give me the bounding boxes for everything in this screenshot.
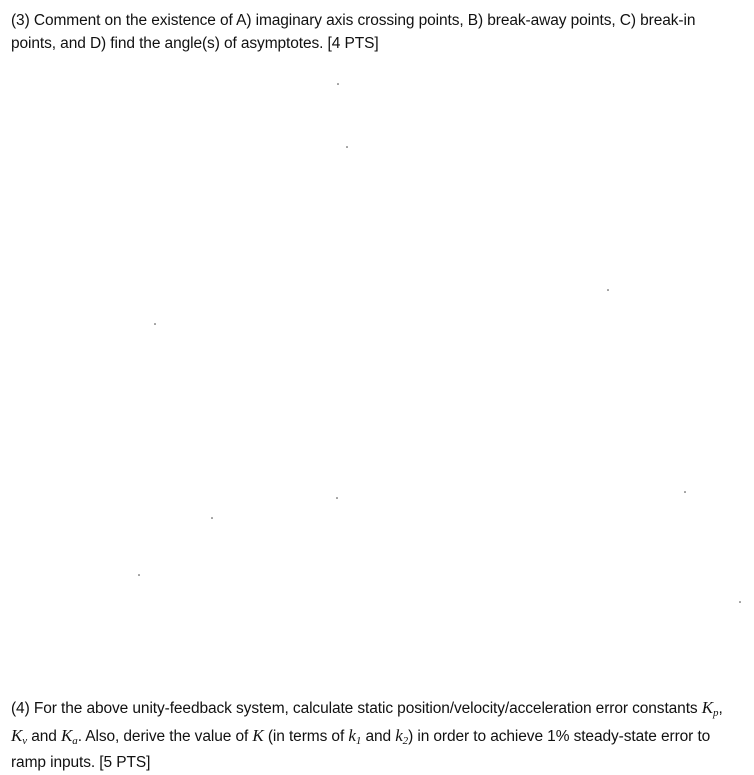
scan-speck [684, 491, 686, 493]
question-3-text: (3) Comment on the existence of A) imaginary axis crossing points, B) break-away points, C) break-in points, and D) find the angle(s) of asymptotes. [4 PTS] [11, 12, 696, 52]
scan-speck [154, 323, 156, 325]
kv-symbol: $K_v$ [11, 725, 28, 747]
scan-speck [337, 83, 339, 85]
ka-symbol: $K_a$ [61, 725, 78, 747]
scan-speck [346, 146, 348, 148]
scan-speck [336, 497, 338, 499]
k-symbol: K [252, 725, 264, 745]
question-4: (4) For the above unity-feedback system, calculate static position/velocity/acceleration error constants $K_p$, $K_v$ and $K_a$. Also, derive the value of K (in terms of $k_1$ and $k_2$) in order to achieve 1% steady-state error to ramp inputs. [5 PTS] [11, 698, 723, 771]
question-4-intro: (4) For the above unity-feedback system, calculate static position/velocity/acceleration error constants [11, 700, 702, 717]
scan-speck [138, 574, 140, 576]
kp-symbol: $K_p$ [701, 698, 719, 719]
question-3 [11, 9, 740, 55]
question-4-middle: . Also, derive the value of [77, 727, 253, 745]
scan-speck [211, 517, 213, 519]
scan-speck [739, 601, 741, 603]
k2-symbol: $k_2$ [395, 725, 409, 747]
question-4-end: ) in order to achieve 1% steady-state error to ramp inputs. [5 PTS] [11, 727, 711, 771]
k1-symbol: $k_1$ [348, 725, 362, 747]
scan-speck [607, 289, 609, 291]
